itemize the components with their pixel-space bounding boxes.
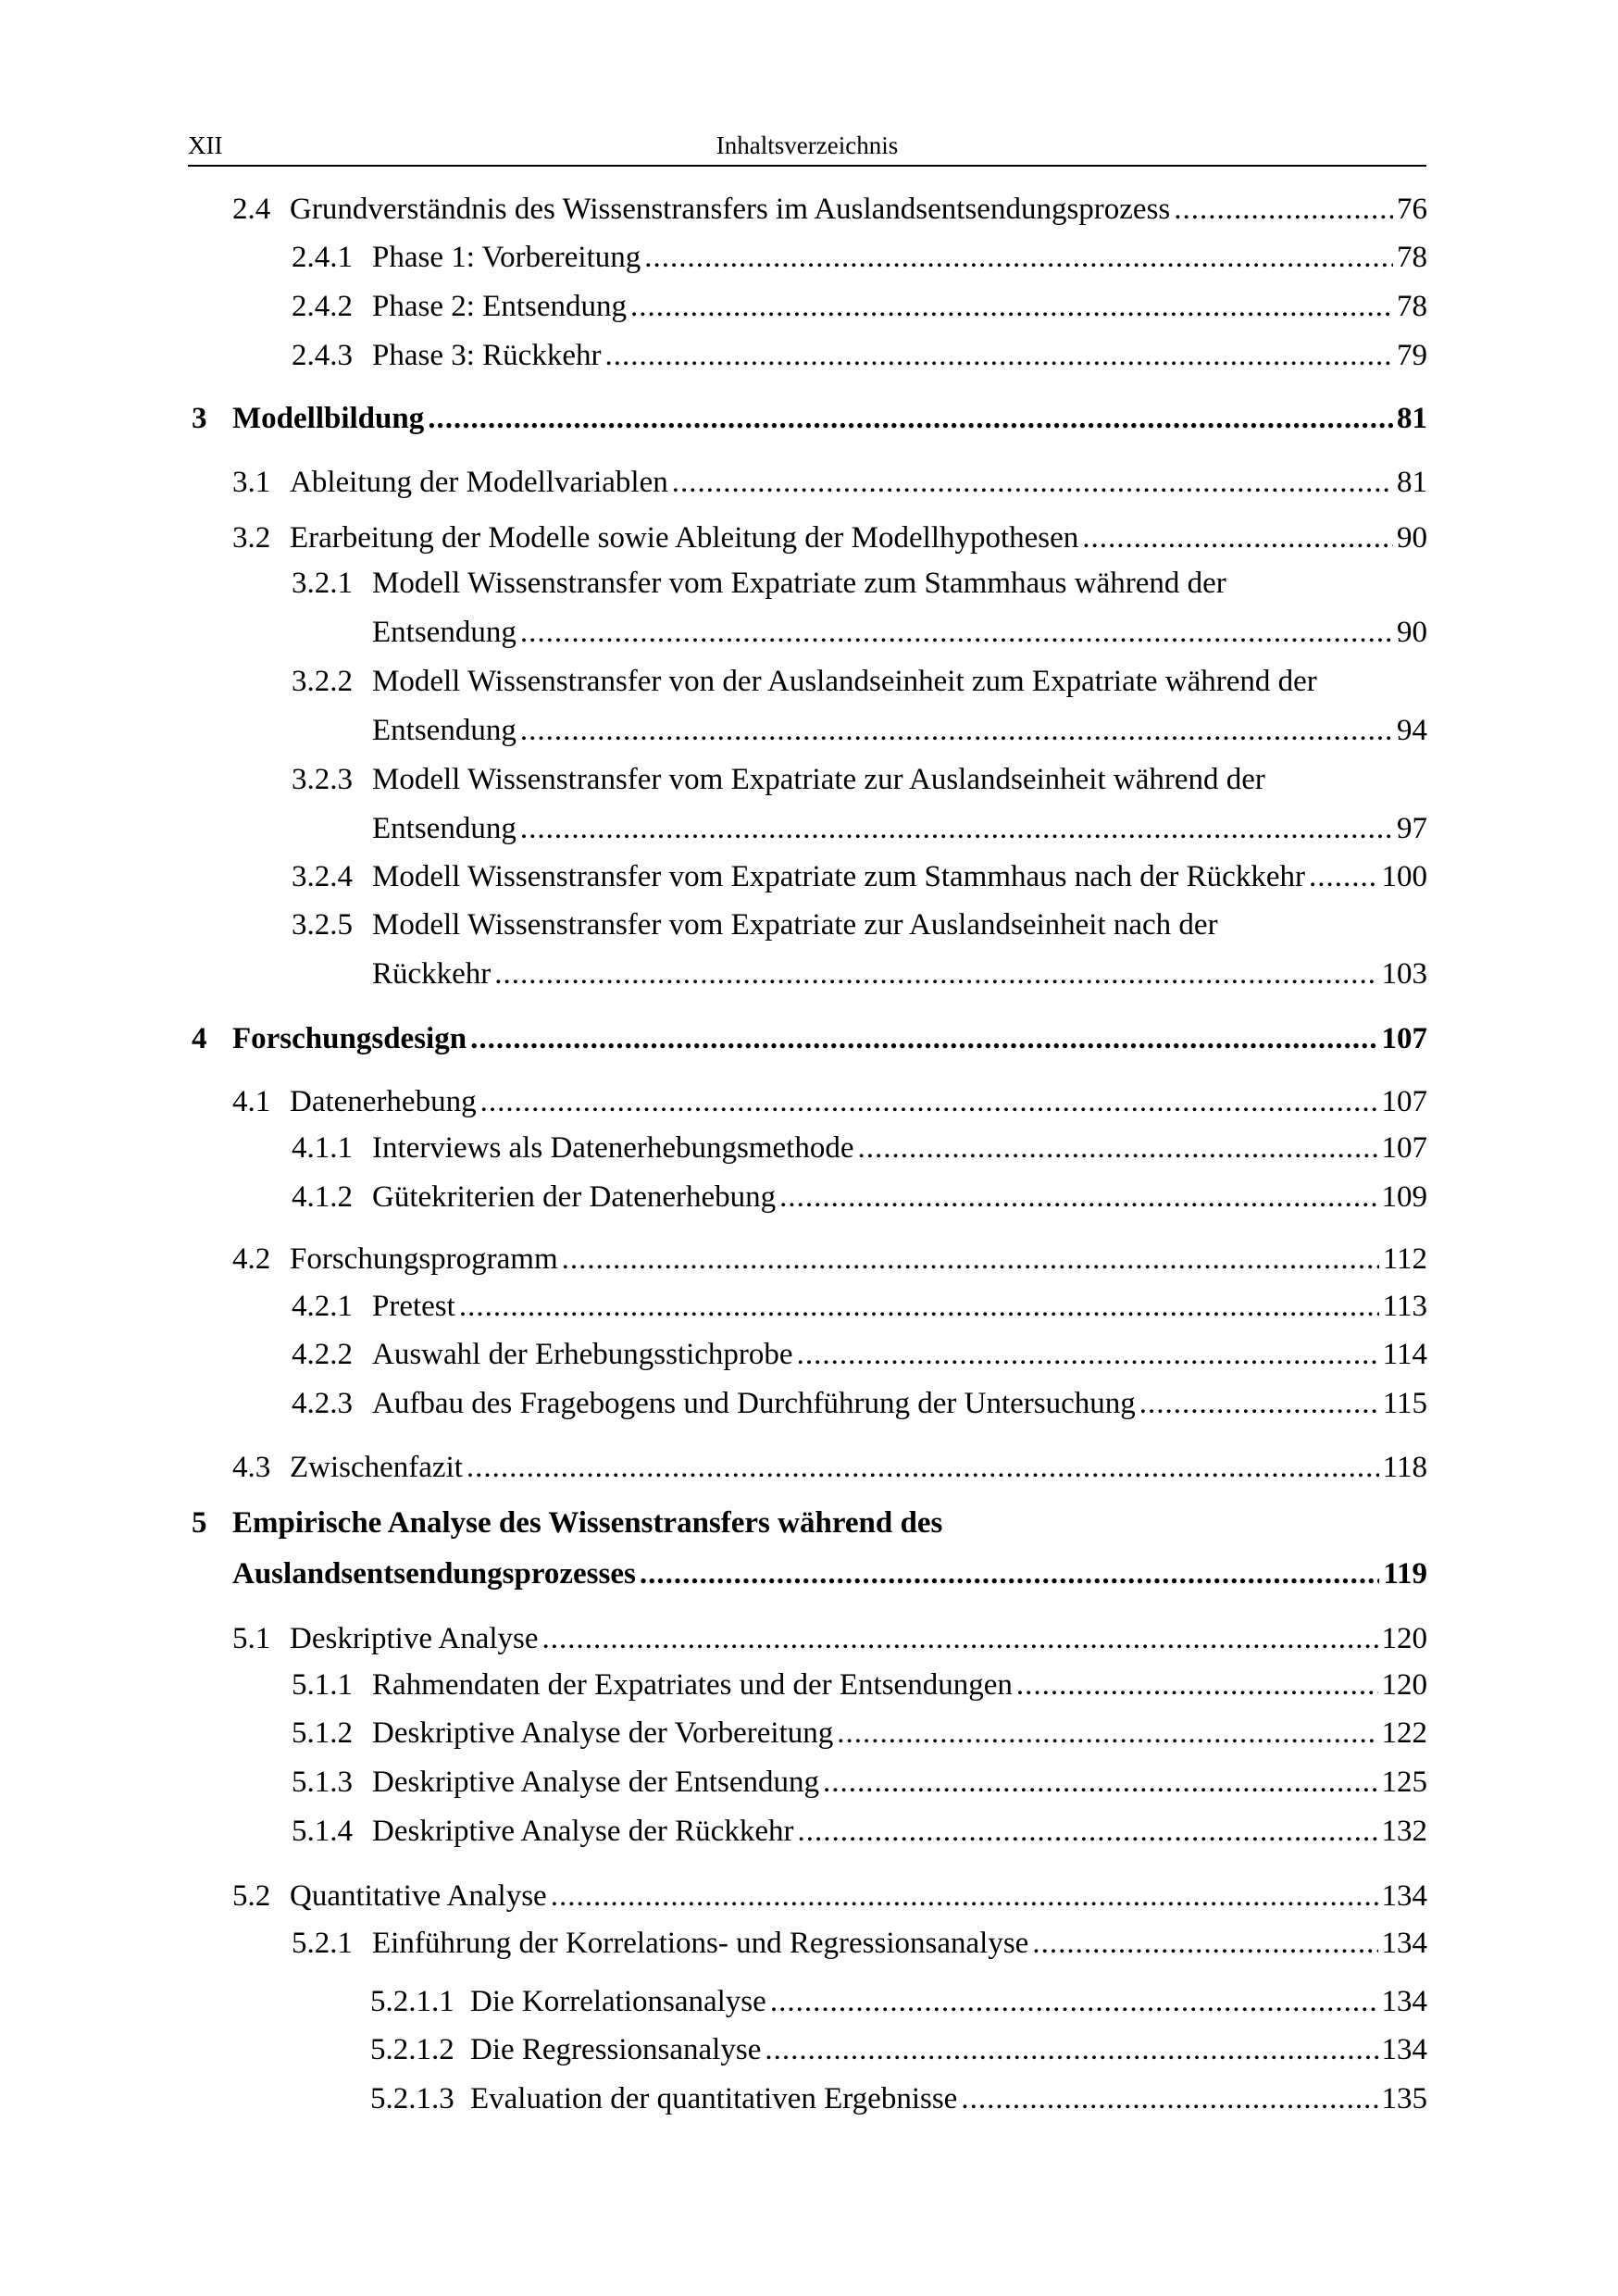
toc-entry-number: 4.2 xyxy=(232,1242,271,1276)
page-number: XII xyxy=(188,131,223,159)
toc-entry-page: 100 xyxy=(1381,860,1427,893)
toc-entry-number: 3.2.3 xyxy=(292,763,353,796)
toc-leader-dots xyxy=(630,286,1393,327)
toc-entry xyxy=(0,563,1427,604)
toc-entry xyxy=(0,1923,1427,1964)
toc-entry-page: 120 xyxy=(1381,1668,1427,1702)
toc-entry xyxy=(0,1665,1427,1705)
toc-entry-continuation xyxy=(0,612,1427,653)
toc-entry-number: 5.1.1 xyxy=(292,1668,353,1702)
toc-entry-number: 5.1 xyxy=(232,1622,271,1655)
toc-entry-row xyxy=(290,1239,1427,1279)
toc-leader-dots xyxy=(467,1447,1379,1488)
toc-leader-dots xyxy=(770,1981,1378,2022)
toc-entry-title-cont: Entsendung xyxy=(372,616,517,649)
toc-entry-row xyxy=(470,2029,1427,2070)
toc-leader-dots xyxy=(459,1286,1379,1327)
toc-entry-number: 4.3 xyxy=(232,1451,271,1484)
toc-leader-dots xyxy=(823,1762,1378,1803)
toc-entry-page: 135 xyxy=(1381,2082,1427,2115)
toc-entry-page: 119 xyxy=(1383,1557,1427,1591)
toc-entry-row xyxy=(290,518,1427,558)
toc-entry xyxy=(0,1286,1427,1327)
toc-entry-page: 120 xyxy=(1381,1622,1427,1655)
toc-entry-number: 4.1.2 xyxy=(292,1180,353,1214)
toc-entry-row xyxy=(372,1128,1427,1168)
page-header xyxy=(188,128,1426,167)
toc-entry-title: Deskriptive Analyse der Rückkehr xyxy=(372,1815,794,1848)
toc-entry-title: Deskriptive Analyse der Vorbereitung xyxy=(372,1716,834,1750)
toc-entry-number: 5.2.1.1 xyxy=(370,1985,454,2018)
toc-leader-dots xyxy=(672,462,1393,503)
toc-entry xyxy=(0,335,1427,376)
toc-entry-title: Ableitung der Modellvariablen xyxy=(290,466,668,499)
toc-entry-number: 3.2.4 xyxy=(292,860,353,893)
toc-entry-title: Modell Wissenstransfer vom Expatriate zum Stammhaus während der xyxy=(372,567,1226,600)
toc-entry-page: 79 xyxy=(1397,339,1427,372)
toc-entry-number: 3.2.1 xyxy=(292,567,353,600)
toc-entry-number: 5 xyxy=(192,1506,207,1540)
toc-entry-number: 2.4.2 xyxy=(292,290,353,323)
toc-entry xyxy=(0,759,1427,800)
toc-entry-number: 3.2 xyxy=(232,521,271,555)
toc-entry-title: Phase 3: Rückkehr xyxy=(372,339,602,372)
toc-entry-title: Modell Wissenstransfer vom Expatriate zum Stammhaus nach der Rückkehr xyxy=(372,860,1305,893)
toc-entry-number: 2.4.3 xyxy=(292,339,353,372)
toc-leader-dots xyxy=(1016,1665,1378,1705)
toc-entry-row xyxy=(372,1383,1427,1424)
toc-entry xyxy=(0,1383,1427,1424)
toc-entry xyxy=(0,1713,1427,1753)
toc-entry-page: 107 xyxy=(1381,1131,1427,1165)
toc-entry-page: 94 xyxy=(1397,714,1427,747)
toc-entry-page: 81 xyxy=(1397,402,1427,435)
toc-entry xyxy=(0,1762,1427,1803)
toc-entry xyxy=(0,1334,1427,1375)
toc-entry-page: 103 xyxy=(1381,957,1427,991)
toc-entry-title: Datenerhebung xyxy=(290,1085,477,1118)
toc-entry-title: Deskriptive Analyse der Entsendung xyxy=(372,1766,819,1799)
toc-entry-row xyxy=(372,1762,1427,1803)
toc-entry-continuation xyxy=(0,808,1427,849)
toc-entry-page: 132 xyxy=(1381,1815,1427,1848)
toc-entry xyxy=(0,1876,1427,1916)
toc-leader-dots xyxy=(604,335,1393,376)
toc-entry-row xyxy=(470,1981,1427,2022)
toc-entry-row xyxy=(232,1018,1427,1059)
toc-entry xyxy=(0,1503,1427,1543)
toc-entry-title: Erarbeitung der Modelle sowie Ableitung der Modellhypothesen xyxy=(290,521,1079,555)
toc-entry-row xyxy=(232,398,1427,439)
toc-entry-title: Die Korrelationsanalyse xyxy=(470,1985,766,2018)
toc-entry-number: 3 xyxy=(192,402,207,435)
toc-entry-page: 114 xyxy=(1382,1338,1427,1371)
toc-entry xyxy=(0,905,1427,945)
toc-entry-title: Forschungsprogramm xyxy=(290,1242,558,1276)
toc-entry-title: Evaluation der quantitativen Ergebnisse xyxy=(470,2082,958,2115)
toc-entry-continuation xyxy=(0,954,1427,994)
toc-entry xyxy=(0,462,1427,503)
toc-entry-page: 107 xyxy=(1381,1085,1427,1118)
toc-entry-row xyxy=(372,286,1427,327)
toc-entry-title: Quantitative Analyse xyxy=(290,1879,547,1913)
toc-entry-row xyxy=(232,1554,1427,1594)
toc-leader-dots xyxy=(961,2078,1377,2119)
toc-entry-page: 122 xyxy=(1381,1716,1427,1750)
toc-entry xyxy=(0,1081,1427,1122)
toc-entry-title: Phase 1: Vorbereitung xyxy=(372,241,641,274)
toc-leader-dots xyxy=(1082,518,1393,558)
toc-entry-number: 5.1.4 xyxy=(292,1815,353,1848)
toc-entry-number: 4.1.1 xyxy=(292,1131,353,1165)
toc-entry-page: 134 xyxy=(1381,2033,1427,2066)
toc-entry-row xyxy=(372,1286,1427,1327)
toc-leader-dots xyxy=(644,237,1393,278)
toc-entry xyxy=(0,1128,1427,1168)
toc-entry xyxy=(0,661,1427,702)
toc-entry-row xyxy=(372,808,1427,849)
toc-entry-number: 5.1.2 xyxy=(292,1716,353,1750)
toc-entry-number: 4.1 xyxy=(232,1085,271,1118)
toc-entry-page: 112 xyxy=(1382,1242,1427,1276)
toc-entry-row xyxy=(372,1811,1427,1852)
toc-entry-number: 4.2.3 xyxy=(292,1387,353,1420)
toc-leader-dots xyxy=(562,1239,1379,1279)
toc-entry-title: Deskriptive Analyse xyxy=(290,1622,539,1655)
toc-entry-page: 78 xyxy=(1397,290,1427,323)
toc-entry-row xyxy=(290,1447,1427,1488)
toc-leader-dots xyxy=(858,1128,1378,1168)
toc-leader-dots xyxy=(1032,1923,1377,1964)
toc-leader-dots xyxy=(470,1018,1377,1059)
toc-entry-title-cont: Entsendung xyxy=(372,714,517,747)
toc-entry-number: 2.4 xyxy=(232,193,271,226)
toc-entry-page: 134 xyxy=(1381,1985,1427,2018)
toc-leader-dots xyxy=(551,1876,1378,1916)
toc-entry-title: Empirische Analyse des Wissenstransfers während des xyxy=(232,1506,943,1540)
toc-entry-number: 5.2.1 xyxy=(292,1927,353,1960)
toc-entry xyxy=(0,1018,1427,1059)
toc-entry-row xyxy=(372,856,1427,897)
toc-entry-continuation xyxy=(0,1554,1427,1594)
toc-entry-page: 118 xyxy=(1382,1451,1427,1484)
toc-entry-row xyxy=(372,1177,1427,1217)
toc-entry xyxy=(0,2029,1427,2070)
toc-leader-dots xyxy=(765,2029,1377,2070)
toc-entry-title: Einführung der Korrelations- und Regressionsanalyse xyxy=(372,1927,1029,1960)
toc-entry-title: Aufbau des Fragebogens und Durchführung der Untersuchung xyxy=(372,1387,1136,1420)
toc-leader-dots xyxy=(520,612,1393,653)
toc-entry-number: 3.2.5 xyxy=(292,908,353,942)
toc-entry-page: 115 xyxy=(1382,1387,1427,1420)
toc-entry-number: 2.4.1 xyxy=(292,241,353,274)
toc-entry xyxy=(0,518,1427,558)
toc-entry-title: Pretest xyxy=(372,1290,455,1323)
toc-entry-row xyxy=(372,1713,1427,1753)
toc-entry xyxy=(0,856,1427,897)
toc-entry-page: 134 xyxy=(1381,1879,1427,1913)
toc-entry xyxy=(0,286,1427,327)
toc-leader-dots xyxy=(428,398,1393,439)
toc-leader-dots xyxy=(1309,856,1378,897)
toc-entry-row xyxy=(290,1081,1427,1122)
toc-entry-number: 4.2.1 xyxy=(292,1290,353,1323)
toc-entry-title: Modell Wissenstransfer von der Auslandseinheit zum Expatriate während der xyxy=(372,665,1317,698)
toc-entry-page: 125 xyxy=(1381,1766,1427,1799)
toc-entry-row xyxy=(290,1876,1427,1916)
toc-entry-title-cont: Rückkehr xyxy=(372,957,492,991)
toc-leader-dots xyxy=(779,1177,1377,1217)
toc-entry-number: 3.2.2 xyxy=(292,665,353,698)
toc-leader-dots xyxy=(480,1081,1378,1122)
toc-entry-page: 76 xyxy=(1397,193,1427,226)
toc-leader-dots xyxy=(837,1713,1377,1753)
toc-entry-page: 81 xyxy=(1397,466,1427,499)
toc-entry-title: Rahmendaten der Expatriates und der Entsendungen xyxy=(372,1668,1013,1702)
toc-entry-row xyxy=(290,462,1427,503)
toc-leader-dots xyxy=(542,1618,1378,1659)
toc-entry-number: 3.1 xyxy=(232,466,271,499)
toc-entry-page: 90 xyxy=(1397,616,1427,649)
toc-entry-page: 134 xyxy=(1381,1927,1427,1960)
toc-entry-row xyxy=(470,2078,1427,2119)
toc-entry-number: 4 xyxy=(192,1022,207,1055)
toc-entry-page: 78 xyxy=(1397,241,1427,274)
toc-leader-dots xyxy=(494,954,1377,994)
toc-entry-title: Modell Wissenstransfer vom Expatriate zur Auslandseinheit während der xyxy=(372,763,1265,796)
toc-leader-dots xyxy=(640,1554,1379,1594)
toc-entry xyxy=(0,189,1427,230)
toc-entry-title: Auswahl der Erhebungsstichprobe xyxy=(372,1338,793,1371)
toc-entry-title-cont: Auslandsentsendungsprozesses xyxy=(232,1557,636,1591)
toc-entry-title: Zwischenfazit xyxy=(290,1451,463,1484)
toc-leader-dots xyxy=(520,808,1393,849)
toc-entry xyxy=(0,398,1427,439)
toc-entry-title: Modellbildung xyxy=(232,402,425,435)
toc-entry-row xyxy=(372,1334,1427,1375)
toc-entry xyxy=(0,1618,1427,1659)
toc-entry-page: 107 xyxy=(1381,1022,1427,1055)
toc-leader-dots xyxy=(797,1811,1377,1852)
toc-entry-number: 4.2.2 xyxy=(292,1338,353,1371)
toc-entry-row xyxy=(372,954,1427,994)
toc-entry-number: 5.2 xyxy=(232,1879,271,1913)
toc-entry-page: 90 xyxy=(1397,521,1427,555)
toc-entry-continuation xyxy=(0,710,1427,751)
toc-leader-dots xyxy=(1174,189,1393,230)
toc-entry xyxy=(0,237,1427,278)
toc-leader-dots xyxy=(797,1334,1379,1375)
toc-entry-row xyxy=(290,189,1427,230)
toc-entry xyxy=(0,1239,1427,1279)
toc-entry-title: Die Regressionsanalyse xyxy=(470,2033,762,2066)
toc-entry-title: Phase 2: Entsendung xyxy=(372,290,627,323)
toc-leader-dots xyxy=(520,710,1393,751)
toc-entry-number: 5.2.1.3 xyxy=(370,2082,454,2115)
toc-entry-row xyxy=(372,710,1427,751)
toc-entry-title: Grundverständnis des Wissenstransfers im Auslandsentsendungsprozess xyxy=(290,193,1171,226)
toc-entry xyxy=(0,1981,1427,2022)
toc-entry-title: Interviews als Datenerhebungsmethode xyxy=(372,1131,854,1165)
toc-entry xyxy=(0,1177,1427,1217)
toc-entry-row xyxy=(372,237,1427,278)
toc-entry-page: 97 xyxy=(1397,812,1427,845)
toc-entry xyxy=(0,1811,1427,1852)
toc-entry-title-cont: Entsendung xyxy=(372,812,517,845)
toc-entry-page: 113 xyxy=(1382,1290,1427,1323)
toc-entry-row xyxy=(372,1923,1427,1964)
running-title: Inhaltsverzeichnis xyxy=(716,131,899,159)
toc-entry-title: Gütekriterien der Datenerhebung xyxy=(372,1180,777,1214)
toc-entry-row xyxy=(290,1618,1427,1659)
toc-entry xyxy=(0,1447,1427,1488)
toc-entry-number: 5.2.1.2 xyxy=(370,2033,454,2066)
toc-entry-row xyxy=(372,612,1427,653)
toc-entry-row xyxy=(372,1665,1427,1705)
toc-entry-title: Forschungsdesign xyxy=(232,1022,467,1055)
toc-entry-number: 5.1.3 xyxy=(292,1766,353,1799)
toc-leader-dots xyxy=(1139,1383,1379,1424)
toc-entry-row xyxy=(372,335,1427,376)
toc-entry-page: 109 xyxy=(1381,1180,1427,1214)
toc-entry xyxy=(0,2078,1427,2119)
toc-entry-title: Modell Wissenstransfer vom Expatriate zur Auslandseinheit nach der xyxy=(372,908,1218,942)
